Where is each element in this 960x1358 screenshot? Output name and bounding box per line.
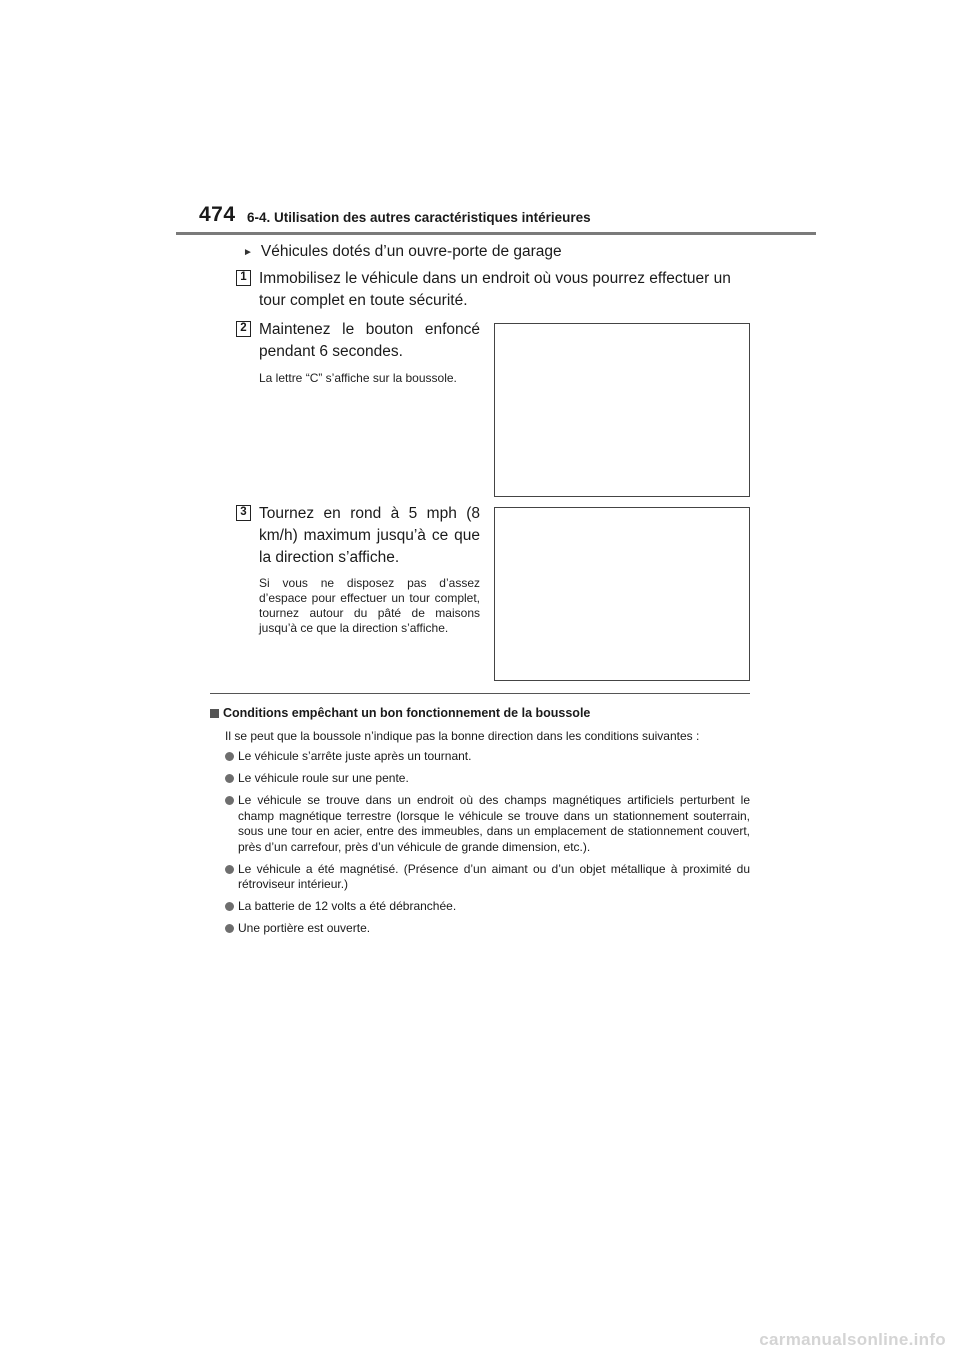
list-item bbox=[225, 921, 750, 937]
info-divider bbox=[210, 693, 750, 694]
list-item-text: Le véhicule a été magnétisé. (Présence d’un aimant ou d’un objet métallique à proximité du rétroviseur intérieur.) bbox=[238, 861, 750, 891]
list-item-text: Le véhicule roule sur une pente. bbox=[238, 771, 409, 785]
step-badge-3: 3 bbox=[236, 505, 251, 521]
step-3-note: Si vous ne disposez pas d’assez d’espace pour effectuer un tour complet, tournez autour du pâté de maisons jusqu’à ce que la direction s’affiche. bbox=[259, 576, 480, 635]
step-3-text: Tournez en rond à 5 mph (8 km/h) maximum jusqu’à ce que la direction s’affiche. bbox=[259, 505, 480, 566]
info-heading bbox=[210, 706, 590, 720]
bullet-dot-icon bbox=[225, 752, 234, 761]
step-2-illustration bbox=[494, 323, 750, 497]
list-item-text: Une portière est ouverte. bbox=[238, 921, 371, 935]
triangle-right-icon: ► bbox=[243, 246, 253, 258]
step-3-illustration bbox=[494, 507, 750, 681]
list-item-text: Le véhicule se trouve dans un endroit où des champs magnétiques artificiels perturbent le champ magnétique terrestre (lorsque le véhicule se trouve dans un stationnement souterrain, sous une tour en acier, entre des immeubles, dans un emplacement de stationnement couvert, près d’un carrefour, près d’un véhicule de grande dimension, etc.). bbox=[238, 793, 750, 854]
list-item-text: La batterie de 12 volts a été débranchée. bbox=[238, 899, 457, 913]
bullet-dot-icon bbox=[225, 796, 234, 805]
section-title: 6-4. Utilisation des autres caractéristiques intérieures bbox=[247, 210, 591, 225]
step-badge-1: 1 bbox=[236, 270, 251, 286]
list-item bbox=[225, 771, 750, 787]
step-1-text: Immobilisez le véhicule dans un endroit où vous pourrez effectuer un tour complet en toute sécurité. bbox=[259, 270, 731, 309]
conditions-list bbox=[225, 749, 750, 943]
bullet-dot-icon bbox=[225, 865, 234, 874]
sub-heading bbox=[243, 243, 562, 261]
list-item-text: Le véhicule s’arrête juste après un tournant. bbox=[238, 749, 472, 763]
list-item bbox=[225, 899, 750, 915]
page-number: 474 bbox=[199, 203, 236, 226]
sub-heading-text: Véhicules dotés d’un ouvre-porte de garage bbox=[260, 243, 562, 260]
list-item bbox=[225, 749, 750, 765]
list-item bbox=[225, 793, 750, 855]
info-intro: Il se peut que la boussole n’indique pas la bonne direction dans les conditions suivantes : bbox=[225, 729, 700, 743]
bullet-dot-icon bbox=[225, 902, 234, 911]
step-2-note: La lettre “C” s’affiche sur la boussole. bbox=[259, 371, 457, 385]
square-bullet-icon bbox=[210, 709, 219, 718]
bullet-dot-icon bbox=[225, 774, 234, 783]
header-divider bbox=[176, 232, 816, 235]
info-heading-text: Conditions empêchant un bon fonctionnement de la boussole bbox=[223, 706, 591, 720]
list-item bbox=[225, 862, 750, 893]
step-2-text: Maintenez le bouton enfoncé pendant 6 secondes. bbox=[259, 321, 480, 360]
bullet-dot-icon bbox=[225, 924, 234, 933]
step-badge-2: 2 bbox=[236, 321, 251, 337]
watermark: carmanualsonline.info bbox=[759, 1330, 946, 1349]
